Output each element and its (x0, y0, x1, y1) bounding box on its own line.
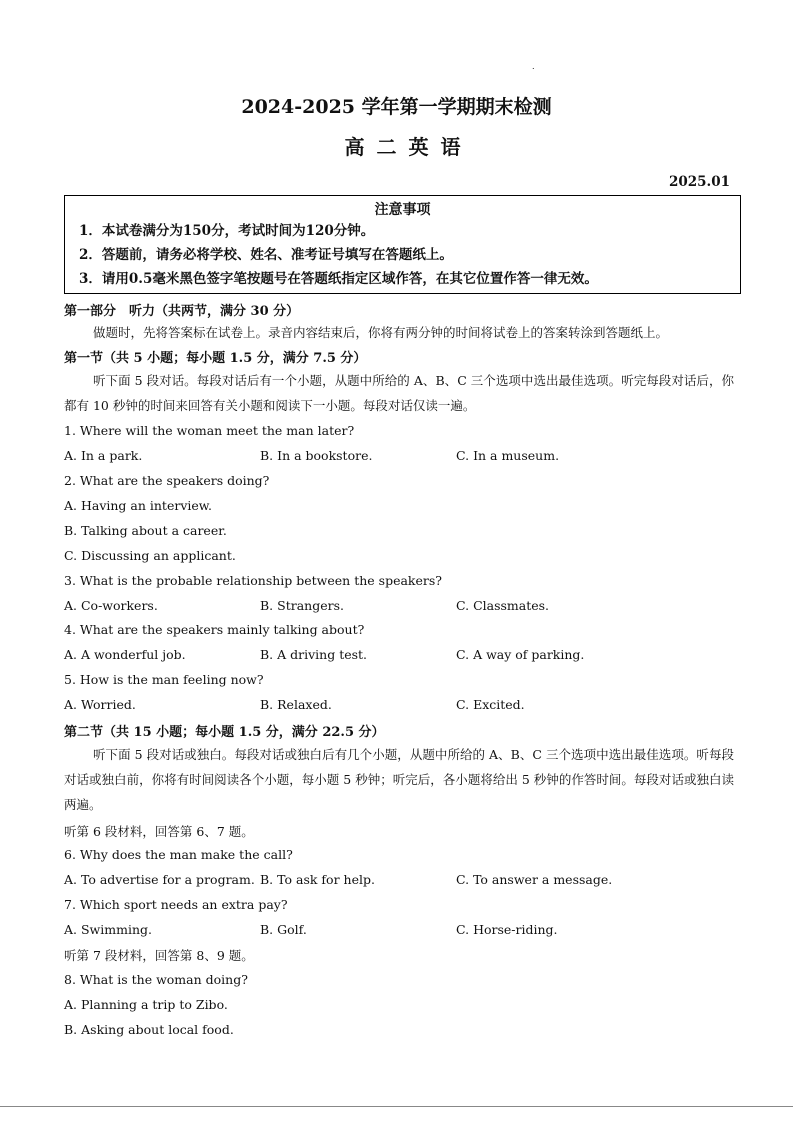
exam-title: 2024-2025 学年第一学期期末检测 (241, 96, 552, 118)
option-c: C. A way of parking. (456, 647, 585, 662)
option-b: B. A driving test. (260, 647, 368, 662)
option-b: B. Relaxed. (260, 697, 332, 712)
option-c: C. Discussing an applicant. (64, 548, 236, 563)
option-a: A. To advertise for a program. (64, 872, 255, 887)
subject-title: 高二英语 (344, 135, 473, 159)
option-a: A. Swimming. (64, 922, 152, 937)
option-b: B. Strangers. (260, 598, 344, 613)
option-a: A. Worried. (64, 697, 136, 712)
section2-instruction: 听下面 5 段对话或独白。每段对话或独白后有几个小题，从题中所给的 A、B、C 三个选项中选出最佳选项。听每段对话或独白前，你将有时间阅读各个小题，每小题 5 秒钟；听完后，各小题将给出 5 秒钟的作答时间。每段对话或独白读两遍。 (64, 747, 734, 812)
section1-heading: 第一节（共 5 小题；每小题 1.5 分，满分 7.5 分） (64, 351, 367, 366)
part1-heading: 第一部分 听力（共两节，满分 30 分） (64, 304, 300, 319)
question-8: 8. What is the woman doing? (64, 972, 248, 987)
part1-instruction: 做题时，先将答案标在试卷上。录音内容结束后，你将有两分钟的时间将试卷上的答案转涂到答题纸上。 (93, 325, 669, 340)
option-a: A. In a park. (64, 448, 143, 463)
notice-item: 2．答题前，请务必将学校、姓名、准考证号填写在答题纸上。 (79, 247, 453, 263)
question-6: 6. Why does the man make the call? (64, 847, 293, 862)
option-b: B. In a bookstore. (260, 448, 373, 463)
material-6-label: 听第 6 段材料，回答第 6、7 题。 (64, 824, 254, 839)
option-a: A. A wonderful job. (64, 647, 186, 662)
option-a: A. Having an interview. (64, 498, 212, 513)
exam-date: 2025.01 (668, 174, 730, 190)
notice-item: 3．请用0.5毫米黑色签字笔按题号在答题纸指定区域作答，在其它位置作答一律无效。 (79, 271, 598, 287)
option-a: A. Planning a trip to Zibo. (64, 997, 228, 1012)
question-5: 5. How is the man feeling now? (64, 672, 264, 687)
notice-item: 1．本试卷满分为150分，考试时间为120分钟。 (79, 223, 375, 239)
question-3: 3. What is the probable relationship between the speakers? (64, 573, 442, 588)
option-c: C. Excited. (456, 697, 525, 712)
section2-heading: 第二节（共 15 小题；每小题 1.5 分，满分 22.5 分） (64, 725, 385, 740)
option-a: A. Co-workers. (64, 598, 158, 613)
option-c: C. Classmates. (456, 598, 550, 613)
option-c: C. Horse-riding. (456, 922, 558, 937)
option-c: C. To answer a message. (456, 872, 613, 887)
question-1: 1. Where will the woman meet the man later? (64, 423, 355, 438)
page-mark: . (532, 62, 535, 71)
option-b: B. Asking about local food. (64, 1022, 234, 1037)
section1-instruction: 听下面 5 段对话。每段对话后有一个小题，从题中所给的 A、B、C 三个选项中选出最佳选项。听完每段对话后，你都有 10 秒钟的时间来回答有关小题和阅读下一小题。每段对话仅读一遍。 (64, 373, 734, 413)
material-7-label: 听第 7 段材料，回答第 8、9 题。 (64, 948, 254, 963)
question-2: 2. What are the speakers doing? (64, 473, 270, 488)
option-b: B. To ask for help. (260, 872, 375, 887)
notice-title: 注意事项 (374, 202, 431, 218)
page-divider (0, 1106, 793, 1107)
option-c: C. In a museum. (456, 448, 560, 463)
notice-box (64, 195, 741, 294)
question-7: 7. Which sport needs an extra pay? (64, 897, 288, 912)
option-b: B. Golf. (260, 922, 307, 937)
option-b: B. Talking about a career. (64, 523, 227, 538)
question-4: 4. What are the speakers mainly talking about? (64, 622, 365, 637)
